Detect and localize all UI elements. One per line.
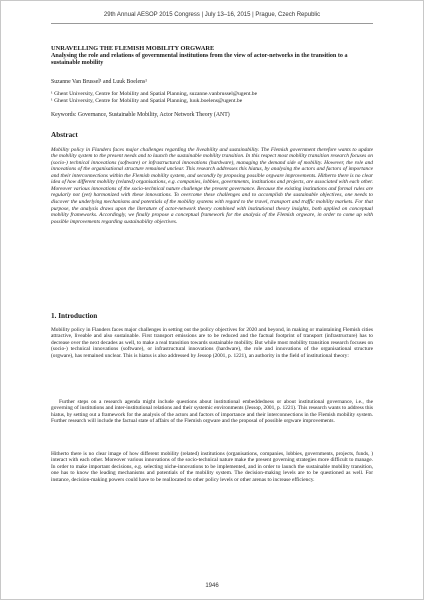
paper-body: [51, 45, 373, 523]
introduction-paragraph: Hitherto there is no clear image of how different mobility (related) institutions (organisations, companies, lobbies, governments, projects, funds, ) interact with each other. Moreover various innovations of the socio-technical nature make the present governing strategies more difficult to manage. In order to make important decisions, e.g. selecting niche-innovations to be implemented, and in order to launch the sustainable mobility transition, one has to know the leading mechanisms and potentials of the mobility system. The decision-making levels are to be questioned as well. For instance, decision-making powers could have to be reallocated to other policy levels or other arenas to increase efficiency.: [51, 450, 373, 483]
introduction-quote-paragraph: Further steps on a research agenda might include questions about institutional embeddedness or about institutional governance, i.e., the governing of institutions and inter-institutional relations and their systemic environments (Jessop, 2001, p. 1221). This research wants to address this hiatus, by setting out a framework for the analysis of the actors and factors of importance and their interconnections in the Flemish mobility system. Further research will include the factual state of affairs of the Flemish orgware and the proposal of possible orgware improvements.: [51, 398, 373, 425]
affiliation-1: ¹ Ghent University, Centre for Mobility and Spatial Planning, suzanne.vanbrussel@ugent.be: [51, 90, 258, 97]
abstract-text: Mobility policy in Flanders faces major challenges regarding the liveability and sustainability. The Flemish government therefore wants to update the mobility system to the present needs and to launch the sustainable mobility transition. In this respect most mobility transition research focuses on (socio-) technical innovations (software) or infrastructural innovations (hardware), managing the demand side of mobility. However, the role and innovations of the organisational structure remained unclear. This research addresses this hiatus, by analysing the actors and factors of importance and their interconnections within the Flemish mobility system, and secondly by proposing possible orgware improvements. Hitherto there is no clear idea of how different mobility (related) organisations, e.g. companies, lobbies, governments, institutions and projects, are associated with each other. Moreover various innovations of the socio-technical nature challenge the present governance. Because the existing institutions and formal rules are regularly not (yet) harmonized with these innovations. To overcome these challenges and to accomplish the sustainable objectives, one needs to discover the underlying mechanisms and potentials of the mobility systems with regard to the travel, transport and traffic mobility markets. For that purpose, the analysis draws upon the literature of actor-network theory combined with institutional theory insights, both applied on conceptual mobility frameworks. Accordingly, we finally propose a conceptual framework for the analysis of the Flemish orgware, in order to come up with possible improvements regarding sustainability objectives.: [51, 146, 373, 225]
introduction-paragraph: Mobility policy in Flanders faces major challenges in setting out the policy objectives for 2020 and beyond, in making or maintaining Flemish cities attractive, liveable and also sustainable. First transport emissions are to be reduced and the factual footprint of transport (infrastructure) has to decrease over the next decades as well, to make a real transition towards sustainable mobility. But while most mobility transition research focuses on (socio-) technical innovations (software), or infrastructural innovations (hardware), the role and innovations of the organisational structure (orgware), has remained unclear. This is hiatus is also addressed by Jessop (2001, p. 1221), an authority in the field of institutional theory:: [51, 326, 373, 359]
abstract-heading: Abstract: [51, 130, 78, 139]
running-header: 29th Annual AESOP 2015 Congress | July 13–16, 2015 | Prague, Czech Republic: [103, 12, 321, 18]
paper-title: UNRAVELLING THE FLEMISH MOBILITY ORGWARE: [51, 45, 215, 52]
page-number: 1946: [205, 583, 219, 589]
affiliations: [51, 91, 373, 105]
introduction-heading: 1. Introduction: [51, 311, 98, 320]
paper-subtitle: Analysing the role and relations of governmental institutions from the view of actor-networks in the transition to a sustainable mobility: [51, 53, 348, 67]
affiliation-2: ¹ Ghent University, Centre for Mobility and Spatial Planning, luuk.boelens@ugent.be: [51, 97, 243, 104]
author-list: Suzanne Van Brussel¹ and Luuk Boelens¹: [51, 78, 147, 85]
header-divider: [51, 23, 373, 24]
keywords: Keywords: Governance, Sustainable Mobility, Actor Network Theory (ANT): [51, 111, 230, 118]
